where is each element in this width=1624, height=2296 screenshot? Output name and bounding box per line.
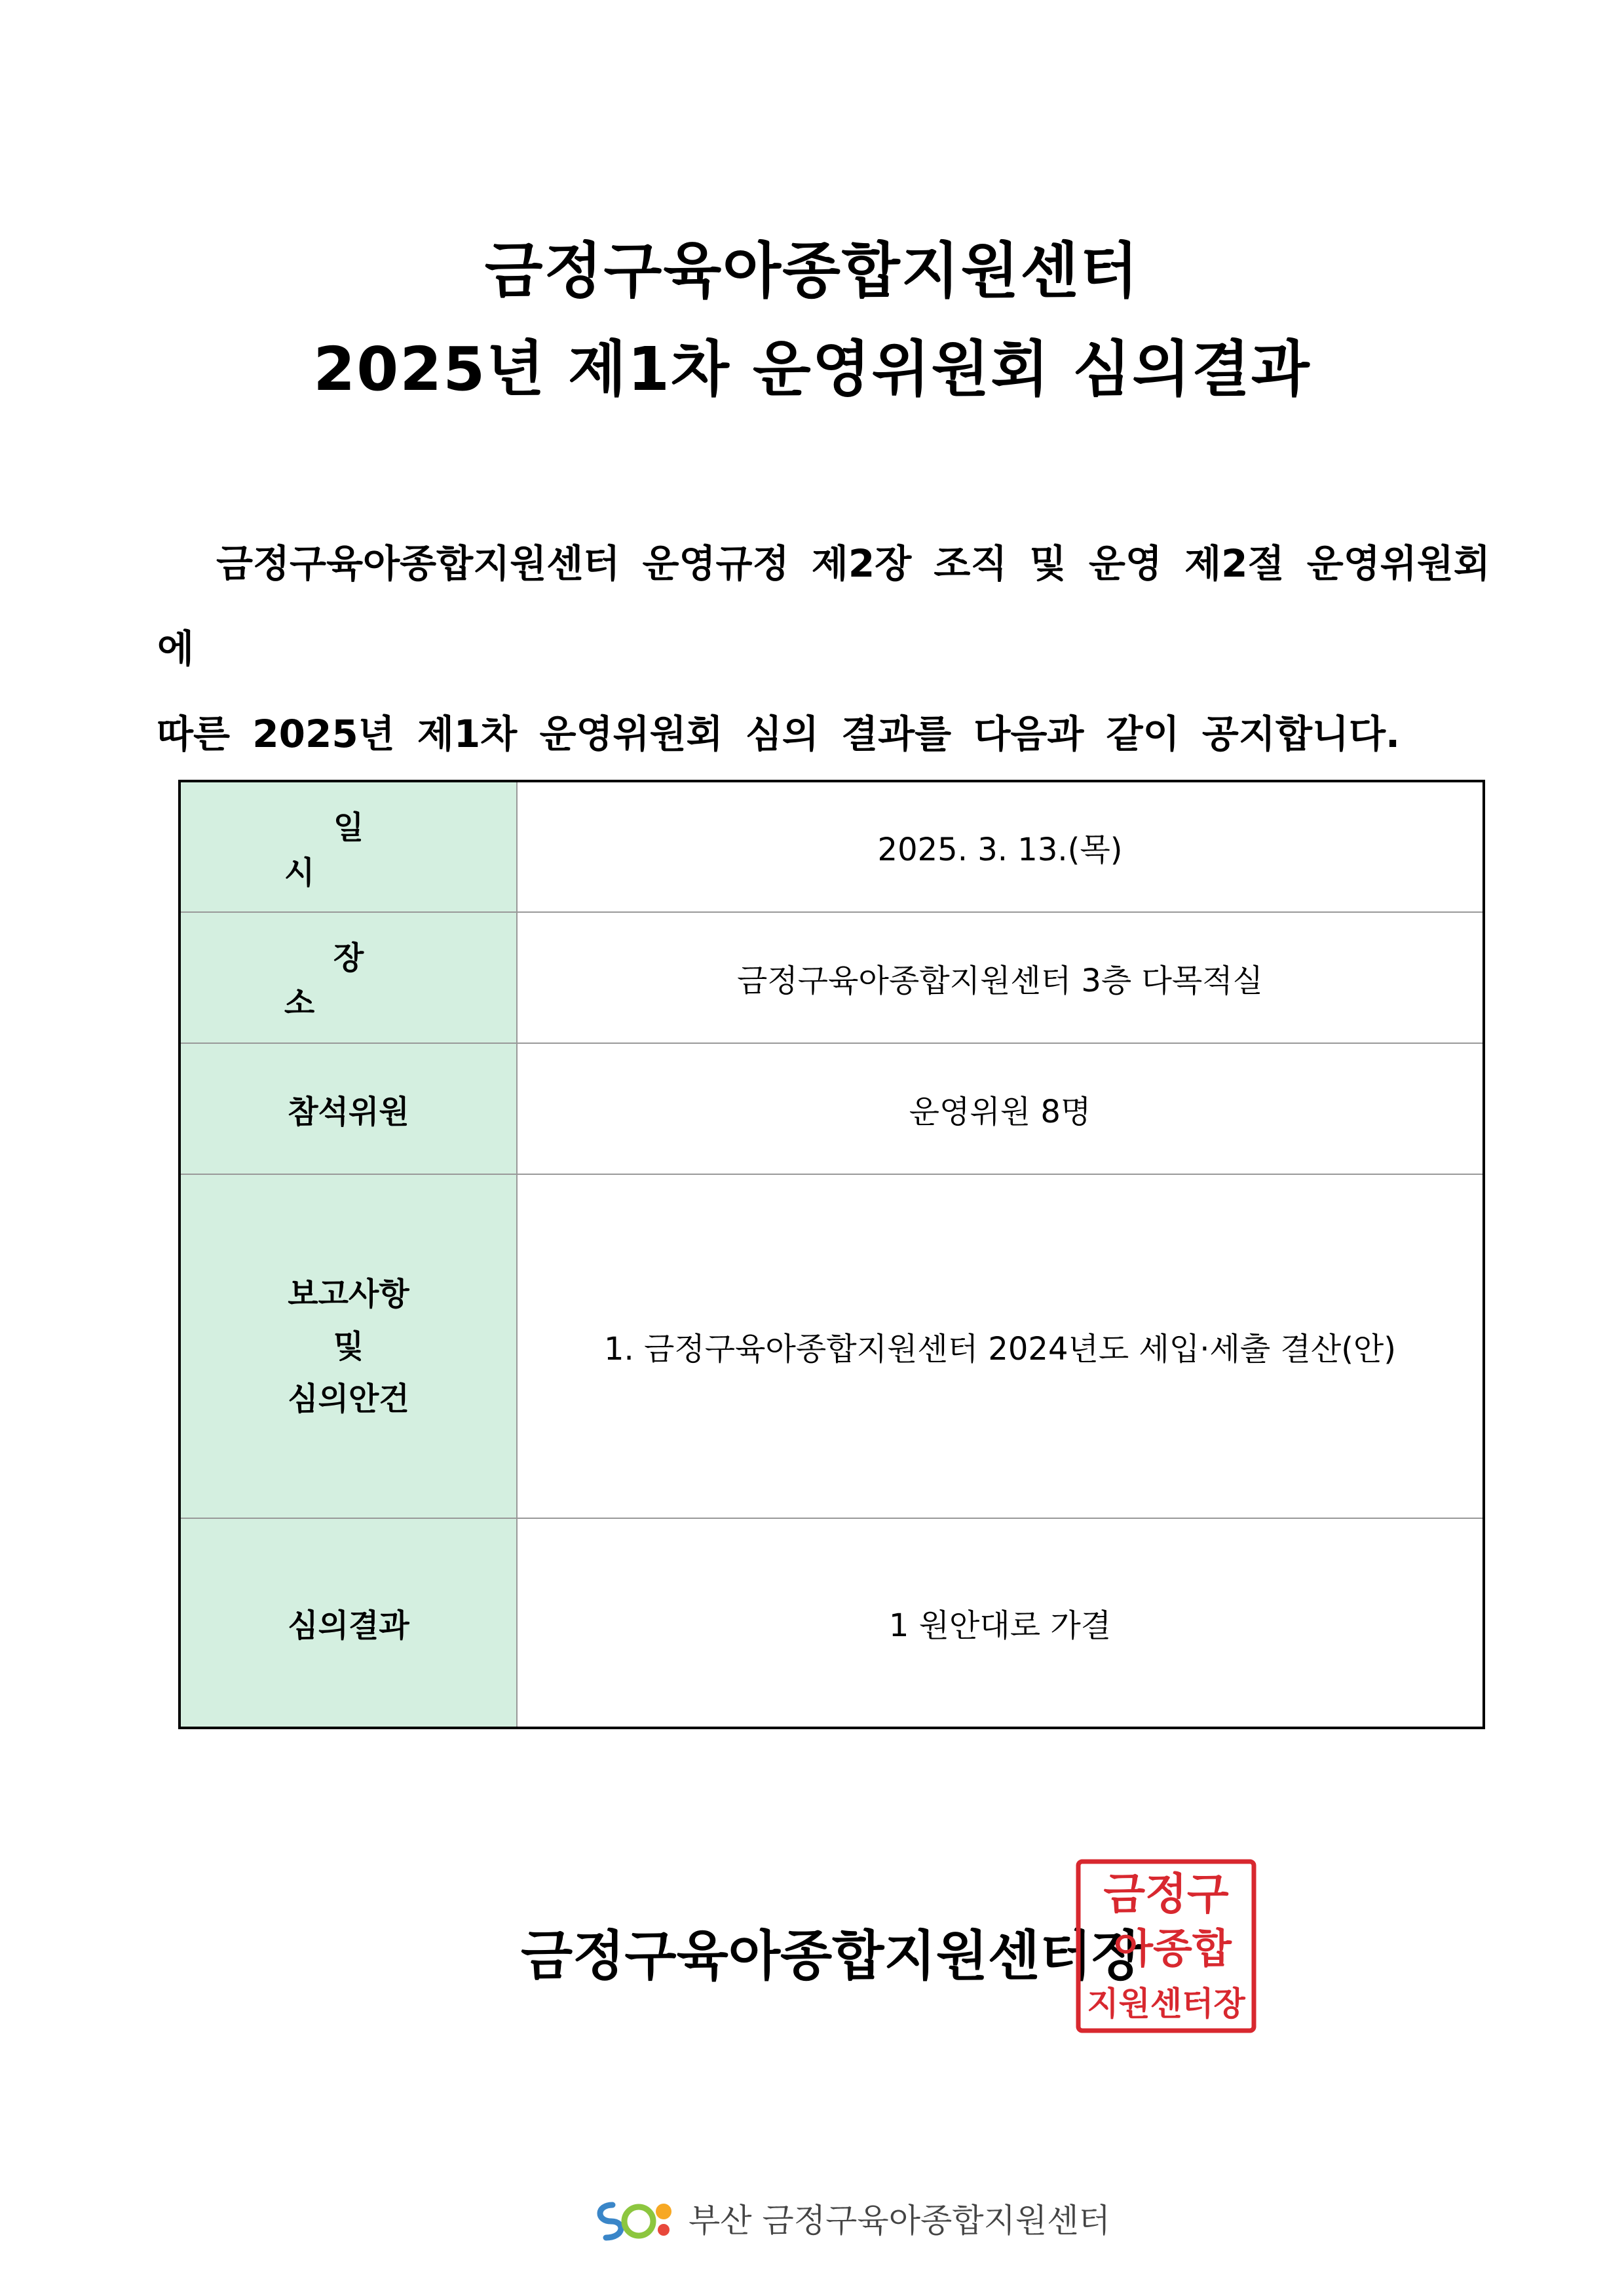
official-seal-stamp — [1074, 1858, 1258, 2035]
result-table — [178, 780, 1485, 1729]
row-value-place: 금정구육아종합지원센터 3층 다목적실 — [517, 912, 1484, 1043]
row-label-text: 일 시 — [284, 809, 463, 891]
intro-line-2: 따른 2025년 제1차 운영위원회 심의 결과를 다음과 같이 공지합니다. — [157, 712, 1401, 756]
row-label-text: 장 소 — [284, 940, 463, 1022]
row-value-agenda: 1. 금정구육아종합지원센터 2024년도 세입·세출 결산(안) — [517, 1174, 1484, 1518]
document-title-line2: 2025년 제1차 운영위원회 심의결과 — [313, 334, 1311, 404]
row-label-place — [179, 912, 517, 1043]
table-row — [179, 1518, 1484, 1728]
row-label-result: 심의결과 — [179, 1518, 517, 1728]
intro-paragraph — [157, 521, 1494, 776]
table-row — [179, 781, 1484, 912]
row-label-date — [179, 781, 517, 912]
signature-name: 금정구육아종합지원센터장 — [521, 1925, 1144, 1987]
row-value-date: 2025. 3. 13.(목) — [517, 781, 1484, 912]
document-title-line1: 금정구육아종합지원센터 — [484, 236, 1140, 306]
table-row — [179, 1043, 1484, 1174]
row-label-line: 보고사항 — [288, 1275, 409, 1312]
row-label-attendees: 참석위원 — [179, 1043, 517, 1174]
svg-text:금정구: 금정구 — [1103, 1869, 1229, 1919]
svg-text:지원센터장: 지원센터장 — [1087, 1985, 1245, 2023]
footer-logo — [593, 2189, 1110, 2248]
svg-text:아종합: 아종합 — [1114, 1924, 1232, 1972]
row-label-line: 심의안건 — [288, 1380, 409, 1417]
row-value-result: 1 원안대로 가결 — [517, 1518, 1484, 1728]
row-value-attendees: 운영위원 8명 — [517, 1043, 1484, 1174]
row-label-line: 및 — [333, 1328, 364, 1365]
intro-line-1-text: 금정구육아종합지원센터 운영규정 제2장 조직 및 운영 제2절 운영위원회에 — [157, 541, 1490, 671]
footer-org-name: 부산 금정구육아종합지원센터 — [689, 2202, 1110, 2240]
row-label-agenda — [179, 1174, 517, 1518]
intro-line-1 — [157, 521, 1494, 691]
center-logo-icon — [593, 2192, 678, 2244]
table-row — [179, 1174, 1484, 1518]
table-row — [179, 912, 1484, 1043]
